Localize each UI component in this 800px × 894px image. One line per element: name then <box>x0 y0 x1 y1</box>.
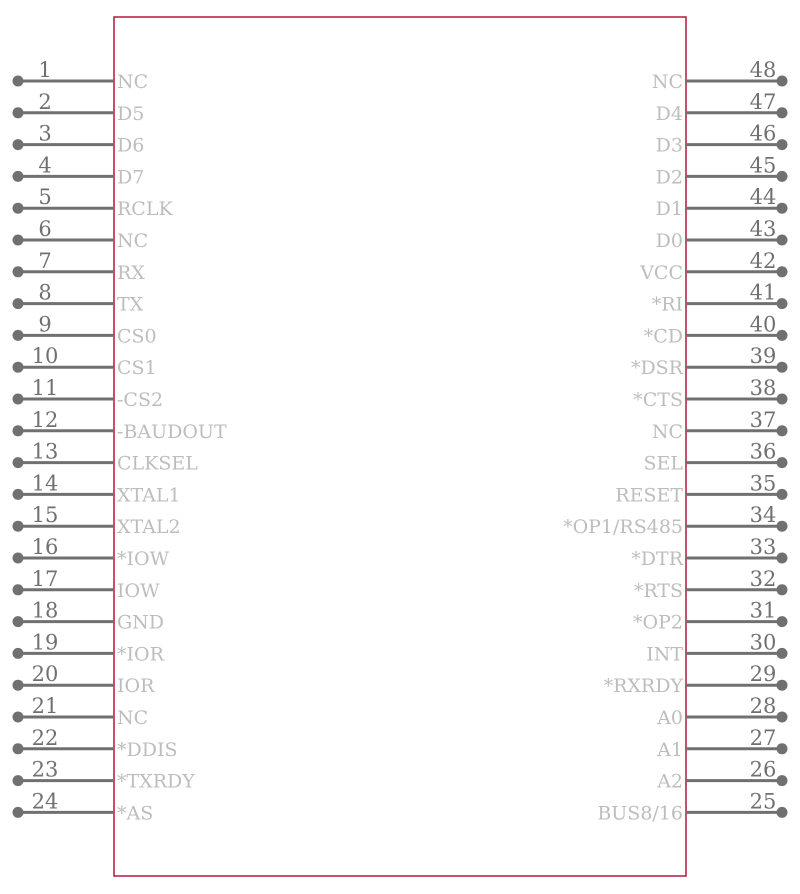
pin-terminal-dot <box>13 680 24 691</box>
pin-number: 10 <box>31 344 59 369</box>
pin-40 <box>644 312 788 347</box>
pin-name-label: D4 <box>655 102 683 125</box>
pin-number: 32 <box>749 566 777 591</box>
pin-name-label: *RI <box>651 293 683 316</box>
pin-42 <box>639 249 787 284</box>
pin-terminal-dot <box>13 76 24 87</box>
pin-number: 14 <box>31 471 59 496</box>
pin-name-label: NC <box>651 71 683 93</box>
pin-number: 28 <box>749 694 777 718</box>
pin-terminal-dot <box>777 203 788 214</box>
pin-21 <box>13 694 149 729</box>
pin-name-label: D3 <box>655 134 683 157</box>
pin-number: 39 <box>749 344 777 369</box>
pin-number: 2 <box>38 89 52 114</box>
pin-number: 16 <box>31 535 59 559</box>
pin-39 <box>631 344 788 379</box>
pin-8 <box>13 281 144 316</box>
pin-48 <box>652 58 788 93</box>
pin-name-label: A1 <box>657 738 683 761</box>
pin-terminal-dot <box>777 521 788 532</box>
right-pin-column <box>563 58 787 824</box>
pin-name-label: *IOR <box>117 643 164 666</box>
pin-terminal-dot <box>13 266 24 277</box>
pin-terminal-dot <box>13 107 24 118</box>
pin-name-label: NC <box>117 71 149 93</box>
pin-name-label: A2 <box>657 770 683 793</box>
pin-terminal-dot <box>13 394 24 405</box>
pin-number: 43 <box>749 217 777 241</box>
pin-terminal-dot <box>777 457 788 468</box>
pin-19 <box>13 630 165 665</box>
pin-41 <box>652 281 788 316</box>
pin-5 <box>13 185 174 220</box>
pin-34 <box>563 503 787 538</box>
pin-number: 7 <box>38 248 52 273</box>
pin-number: 25 <box>749 789 777 814</box>
pin-13 <box>13 440 199 475</box>
pin-number: 41 <box>749 280 777 305</box>
pin-17 <box>13 567 161 602</box>
pin-terminal-dot <box>777 616 788 627</box>
pin-15 <box>13 503 181 538</box>
pin-name-label: D2 <box>655 166 683 189</box>
pin-name-label: NC <box>651 420 683 443</box>
pin-37 <box>652 408 788 443</box>
pin-44 <box>656 185 788 220</box>
pin-number: 38 <box>749 376 777 400</box>
pin-terminal-dot <box>777 76 788 87</box>
pin-number: 37 <box>749 407 777 432</box>
pin-23 <box>13 758 196 793</box>
pin-18 <box>13 599 165 634</box>
pin-number: 35 <box>749 471 777 496</box>
pin-number: 44 <box>749 185 777 210</box>
pin-number: 40 <box>749 312 777 337</box>
pin-name-label: NC <box>117 707 149 729</box>
pin-name-label: *AS <box>117 802 154 825</box>
left-pin-column <box>13 58 227 824</box>
pin-11 <box>13 376 164 411</box>
pin-number: 36 <box>749 439 777 464</box>
pin-terminal-dot <box>777 807 788 818</box>
pin-number: 11 <box>31 376 59 400</box>
pin-terminal-dot <box>13 235 24 246</box>
pin-terminal-dot <box>13 553 24 564</box>
pin-terminal-dot <box>13 521 24 532</box>
pin-name-label: *TXRDY <box>117 770 195 793</box>
pin-3 <box>13 122 145 157</box>
pin-terminal-dot <box>13 743 24 754</box>
pin-terminal-dot <box>13 457 24 468</box>
pin-number: 23 <box>31 757 59 782</box>
pin-name-label: NC <box>117 230 149 252</box>
pin-name-label: *DSR <box>630 357 683 380</box>
pin-43 <box>656 217 788 252</box>
pin-32 <box>634 567 788 602</box>
pin-terminal-dot <box>777 648 788 659</box>
pin-number: 8 <box>38 280 52 305</box>
pin-terminal-dot <box>777 425 788 436</box>
pin-25 <box>597 789 787 824</box>
pin-name-label: TX <box>117 293 144 316</box>
pin-number: 47 <box>749 89 777 114</box>
pin-terminal-dot <box>777 298 788 309</box>
pin-name-label: CS0 <box>117 325 157 348</box>
pin-number: 30 <box>749 630 777 655</box>
pin-number: 17 <box>31 566 59 591</box>
pin-36 <box>643 440 787 475</box>
pin-name-label: XTAL2 <box>117 516 181 539</box>
pin-number: 42 <box>749 248 777 273</box>
pin-number: 1 <box>38 58 52 82</box>
pin-28 <box>656 694 787 729</box>
pin-number: 18 <box>31 598 59 623</box>
pin-terminal-dot <box>13 712 24 723</box>
pin-27 <box>656 726 787 761</box>
pin-35 <box>615 471 787 506</box>
pin-name-label: BUS8/16 <box>597 802 683 825</box>
pin-name-label: *RTS <box>633 579 683 602</box>
pin-26 <box>656 758 787 793</box>
pin-10 <box>13 344 157 379</box>
pin-number: 46 <box>749 121 777 146</box>
pin-24 <box>13 789 154 824</box>
pin-name-label: D0 <box>655 230 683 252</box>
pin-terminal-dot <box>13 298 24 309</box>
pin-name-label: *DTR <box>631 548 683 570</box>
pin-number: 6 <box>38 217 52 241</box>
pin-name-label: -BAUDOUT <box>117 420 227 443</box>
pin-number: 48 <box>749 58 777 82</box>
pin-terminal-dot <box>13 362 24 373</box>
pin-20 <box>13 662 156 697</box>
pin-38 <box>633 376 787 411</box>
pin-name-label: CLKSEL <box>117 452 198 475</box>
pin-name-label: *CTS <box>633 389 683 411</box>
pin-terminal-dot <box>777 775 788 786</box>
pin-name-label: RESET <box>615 484 683 507</box>
pin-name-label: IOW <box>117 579 160 602</box>
pin-terminal-dot <box>13 775 24 786</box>
pin-name-label: RCLK <box>117 198 173 221</box>
pin-terminal-dot <box>13 425 24 436</box>
pin-name-label: A0 <box>657 707 683 729</box>
pin-terminal-dot <box>777 680 788 691</box>
pin-terminal-dot <box>777 489 788 500</box>
pin-terminal-dot <box>13 807 24 818</box>
pin-terminal-dot <box>777 553 788 564</box>
pin-terminal-dot <box>13 203 24 214</box>
pin-name-label: *IOW <box>117 548 170 570</box>
pin-terminal-dot <box>13 330 24 341</box>
pin-number: 27 <box>749 725 777 750</box>
pin-45 <box>656 153 788 188</box>
pin-name-label: -CS2 <box>117 389 164 411</box>
pin-terminal-dot <box>777 107 788 118</box>
pin-number: 12 <box>31 407 59 432</box>
pin-name-label: D1 <box>655 198 683 221</box>
pin-number: 13 <box>31 439 59 464</box>
pin-terminal-dot <box>777 743 788 754</box>
pin-number: 3 <box>38 121 52 146</box>
pin-29 <box>604 662 788 697</box>
pin-name-label: *DDIS <box>117 738 178 761</box>
pin-6 <box>13 217 149 252</box>
pin-name-label: RX <box>117 261 145 284</box>
pin-30 <box>646 630 787 665</box>
pin-terminal-dot <box>777 266 788 277</box>
pin-terminal-dot <box>13 584 24 595</box>
pin-name-label: XTAL1 <box>117 484 181 507</box>
pin-number: 24 <box>31 789 59 814</box>
pin-number: 19 <box>31 630 59 655</box>
pin-name-label: *CD <box>643 325 683 348</box>
pin-number: 21 <box>31 694 59 718</box>
pin-terminal-dot <box>777 584 788 595</box>
pin-name-label: CS1 <box>117 357 157 380</box>
pin-terminal-dot <box>777 362 788 373</box>
pin-name-label: D6 <box>117 134 145 157</box>
pin-name-label: SEL <box>643 452 683 475</box>
pin-number: 31 <box>749 598 777 623</box>
ic-body-outline <box>114 17 686 876</box>
pin-name-label: D7 <box>117 166 145 189</box>
pin-number: 15 <box>31 503 59 528</box>
pin-name-label: IOR <box>117 675 155 698</box>
pin-number: 9 <box>38 312 52 337</box>
pin-terminal-dot <box>777 330 788 341</box>
pin-name-label: D5 <box>117 102 145 125</box>
pin-number: 29 <box>749 662 777 687</box>
pin-number: 45 <box>749 153 777 178</box>
pin-number: 5 <box>38 185 52 210</box>
pin-terminal-dot <box>777 394 788 405</box>
pin-14 <box>13 471 181 506</box>
pin-9 <box>13 312 157 347</box>
pin-name-label: *RXRDY <box>603 675 683 698</box>
pin-terminal-dot <box>777 171 788 182</box>
pin-22 <box>13 726 178 761</box>
pin-1 <box>13 58 149 93</box>
pin-number: 22 <box>31 725 59 750</box>
pin-31 <box>633 599 787 634</box>
pin-terminal-dot <box>777 712 788 723</box>
pin-number: 33 <box>749 535 777 559</box>
pin-name-label: INT <box>646 643 683 666</box>
pin-terminal-dot <box>13 489 24 500</box>
pin-terminal-dot <box>13 648 24 659</box>
pin-name-label: VCC <box>640 261 683 284</box>
pin-name-label: *OP2 <box>633 611 683 634</box>
pin-terminal-dot <box>13 616 24 627</box>
pin-number: 34 <box>749 503 777 528</box>
pin-number: 20 <box>31 662 59 687</box>
pin-number: 26 <box>749 757 777 782</box>
pin-terminal-dot <box>777 139 788 150</box>
pin-number: 4 <box>38 153 52 178</box>
pin-terminal-dot <box>13 139 24 150</box>
pin-name-label: *OP1/RS485 <box>563 516 683 539</box>
pin-16 <box>13 535 170 570</box>
pin-4 <box>13 153 145 188</box>
pin-terminal-dot <box>777 235 788 246</box>
pin-2 <box>13 90 145 125</box>
pin-46 <box>656 122 788 157</box>
pin-terminal-dot <box>13 171 24 182</box>
pin-7 <box>13 249 146 284</box>
pin-47 <box>656 90 788 125</box>
pin-33 <box>631 535 787 570</box>
pin-12 <box>13 408 227 443</box>
pin-name-label: GND <box>117 611 165 634</box>
